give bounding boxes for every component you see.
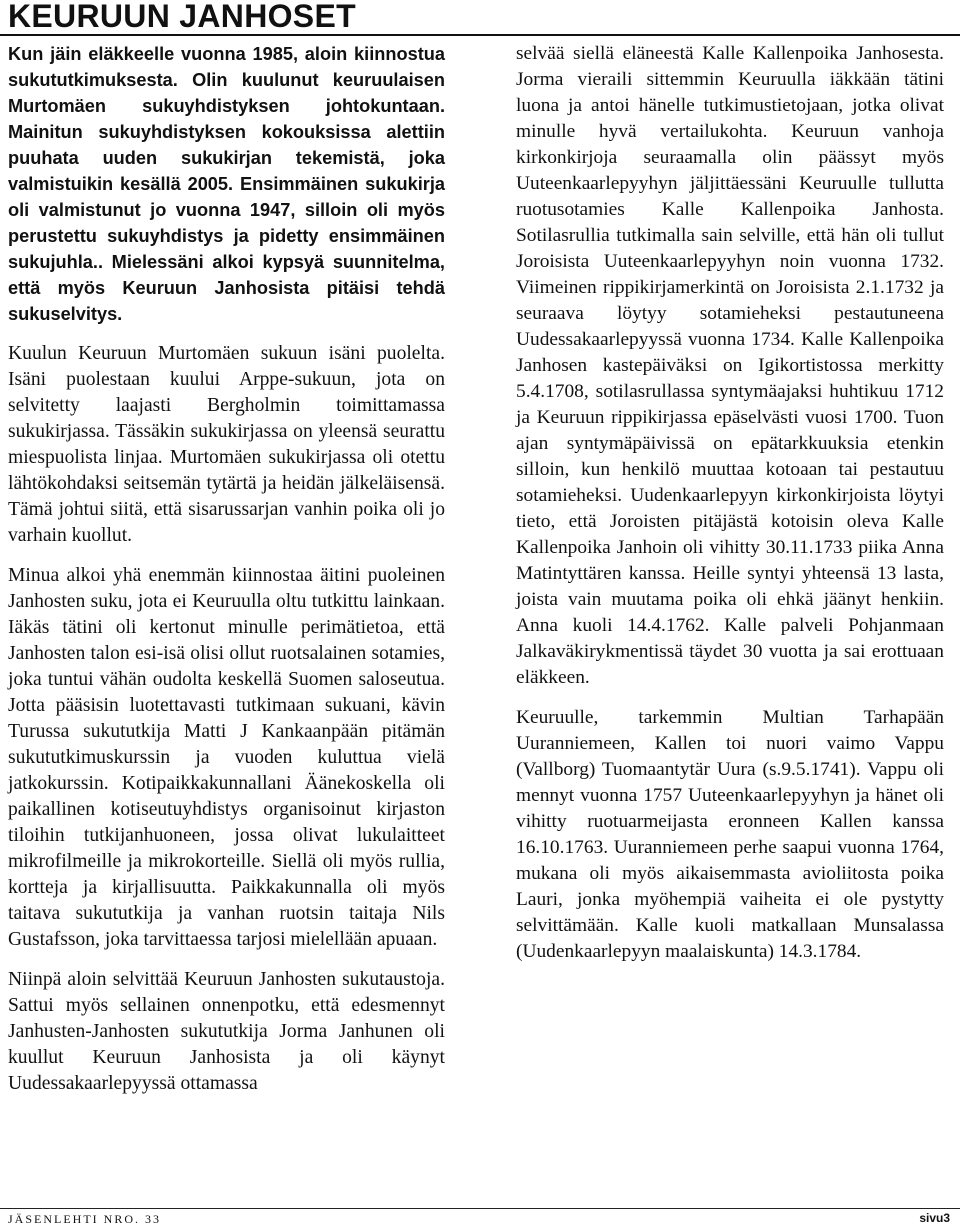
title-rule <box>0 34 960 36</box>
right-column <box>516 41 944 979</box>
left-column <box>8 41 445 1111</box>
body-paragraph: Kuulun Keuruun Murtomäen sukuun isäni puolelta. Isäni puolestaan kuului Arppe-sukuun, jota on selvitetty laajasti Bergholmin toimittamassa sukukirjassa. Tässäkin sukukirjassa on yleensä seurattu miespuolista linjaa. Murtomäen sukukirjassa oli otettu lähtökohdaksi seitsemän tytärtä ja heidän jälkeläisensä. Tämä johtui siitä, että sisarussarjan vanhin poika oli jo varhain kuollut. <box>8 343 445 546</box>
publication-label: JÄSENLEHTI NRO. 33 <box>8 1212 161 1226</box>
page-number: sivu3 <box>919 1211 950 1225</box>
page-title: KEURUUN JANHOSET <box>8 0 356 34</box>
body-paragraph: Keuruulle, tarkemmin Multian Tarhapään Uuranniemeen, Kallen toi nuori vaimo Vappu (Vallborg) Tuomaantytär Uura (s.9.5.1741). Vappu oli mennyt vuonna 1757 Uuteenkaarlepyyhyn ja hänet oli vihitty ruotuarmeijasta eronneen Kallen kanssa 16.10.1763. Uuranniemeen perhe saapui vuonna 1764, mukana oli myös aikaisemmasta avioliitosta poika Lauri, jonka myöhempiä vaiheita ei ole pystytty selvittämään. Kalle kuoli matkallaan Munsalassa (Uudenkaarlepyyn maalaiskunta) 14.3.1784. <box>516 707 944 962</box>
body-paragraph: selvää siellä eläneestä Kalle Kallenpoika Janhosesta. Jorma vieraili sittemmin Keuruulla iäkkään tätini luona ja antoi hänelle tutkimustietojaan, jotka olivat minulle hyvä vertailukohta. Keuruun vanhoja kirkonkirjoja seuraamalla olin päässyt myös Uuteenkaarlepyyhyn jäljittäessäni Keuruulle tullutta ruotusotamies Kalle Kallenpoika Janhosta. Sotilasrullia tutkimalla sain selville, että hän oli tullut Joroisista Uuteenkaarlepyyhyn noin vuonna 1732. Viimeinen rippikirjamerkintä on Joroisista 2.1.1732 ja seuraava löytyy sotamieheksi pestautuneena Uudessakaarlepyyssä vuonna 1734. Kalle Kallenpoika Janhosen kastepäiväksi on Igikortistossa merkitty 5.4.1708, sotilasrullassa syntymäajaksi huhtikuu 1712 ja Keuruun rippikirjassa epäselvästi vuosi 1700. Tuon ajan syntymäpäivissä on epätarkkuuksia etenkin silloin, kun henkilö muuttaa kotoaan tai pestautuu sotamieheksi. Uudenkaarlepyyn kirkonkirjoista löytyi tieto, että Joroisten pitäjästä kotoisin oleva Kalle Kallenpoika Janhoin oli vihitty 30.11.1733 piika Anna Matintyttären kanssa. Heille syntyi yhteensä 13 lasta, joista vain muutama poika oli ehkä jäänyt henkiin. Anna kuoli 14.4.1762. Kalle palveli Pohjanmaan Jalkaväkirykmentissä täydet 30 vuotta ja sai erottuaan eläkkeen. <box>516 43 944 688</box>
footer-rule <box>0 1208 960 1209</box>
lead-paragraph: Kun jäin eläkkeelle vuonna 1985, aloin kiinnostua sukututkimuksesta. Olin kuulunut keuruulaisen Murtomäen sukuyhdistyksen johtokuntaan. Mainitun sukuyhdistyksen kokouksissa alettiin puuhata uuden sukukirjan tekemistä, joka valmistuikin kesällä 2005. Ensimmäinen sukukirja oli valmistunut jo vuonna 1947, silloin oli myös perustettu sukuyhdistys ja pidetty ensimmäinen sukujuhla.. Mielessäni alkoi kypsyä suunnitelma, että myös Keuruun Janhosista pitäisi tehdä sukuselvitys. <box>8 44 445 324</box>
body-paragraph: Minua alkoi yhä enemmän kiinnostaa äitini puoleinen Janhosten suku, jota ei Keuruulla oltu tutkittu lainkaan. Iäkäs tätini oli kertonut minulle perimätietoa, että Janhosten talon esi-isä olisi ollut ruotsalainen sotamies, joka tuntui vähän oudolta keskellä Suomen saloseutua. Jotta pääsisin luotettavasti tutkimaan sukuani, kävin Turussa sukututkija Matti J Kankaanpään pitämän sukututkimuskurssin ja vuoden kuluttua vielä jatkokurssin. Kotipaikkakunnallani Äänekoskella oli paikallinen kotiseutuyhdistys organisoinut kirjaston tiloihin tutkijanhuoneen, jossa olivat lukulaitteet mikrofilmeille ja mikrokorteille. Siellä oli myös rullia, kortteja ja kirjallisuutta. Paikkakunnalla oli myös taitava sukututkija ja vanhan ruotsin taitaja Nils Gustafsson, joka tarvittaessa tarjosi mielellään apuaan. <box>8 565 445 950</box>
body-paragraph: Niinpä aloin selvittää Keuruun Janhosten sukutaustoja. Sattui myös sellainen onnenpotku, että edesmennyt Janhusten-Janhosten sukututkija Jorma Janhunen oli kuullut Keuruun Janhosista ja oli käynyt Uudessakaarlepyyssä ottamassa <box>8 969 445 1094</box>
